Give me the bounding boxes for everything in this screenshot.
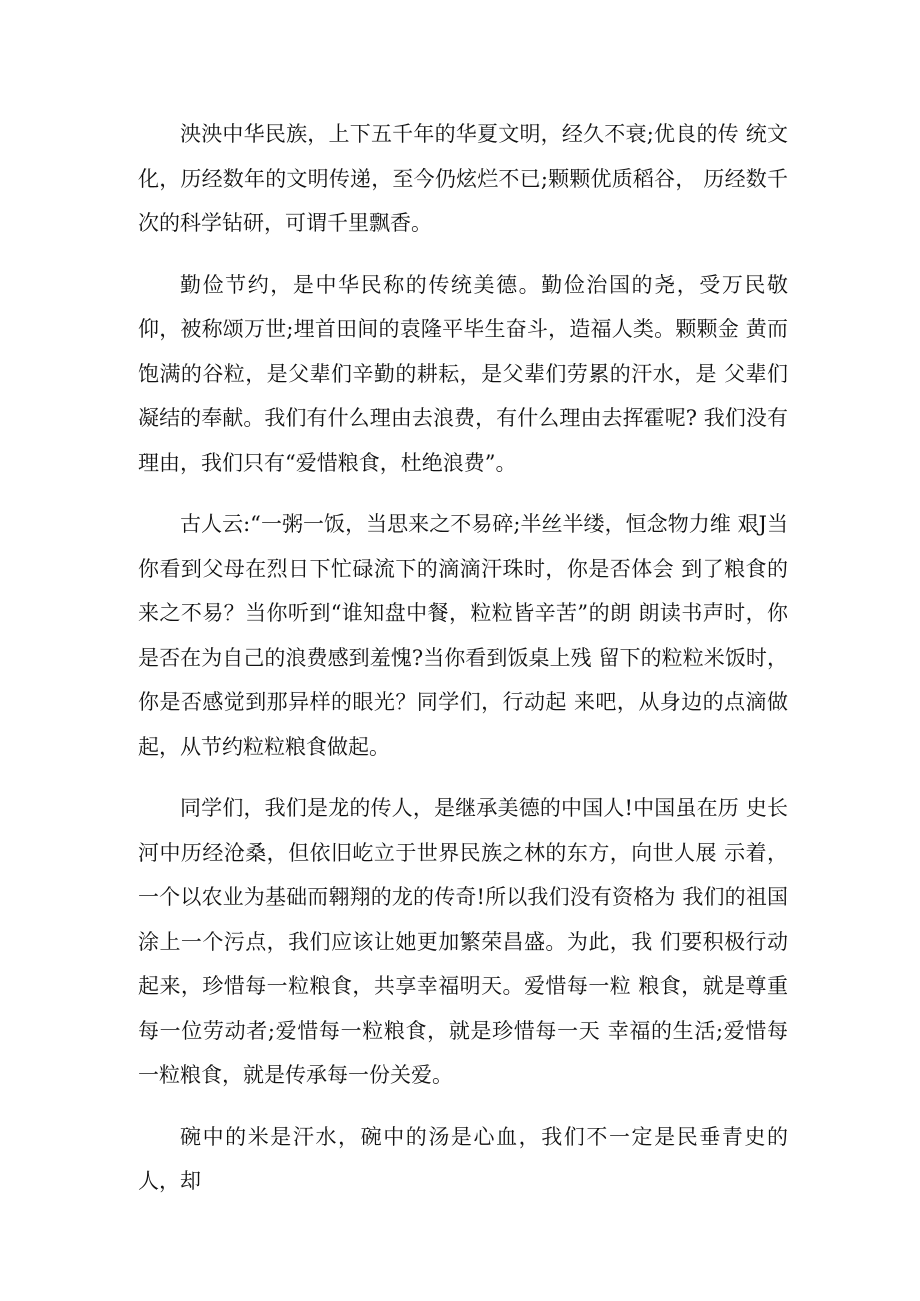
paragraph-4: 同学们，我们是龙的传人，是继承美德的中国人!中国虽在历 史长河中历经沧桑，但依旧屹立于世界民族之林的东方，向世人展 示着，一个以农业为基础而翱翔的龙的传奇!所以我们没有资格为 我们的祖国涂上一个污点，我们应该让她更加繁荣昌盛。为此，我 们要积极行动起来，珍惜每一粒粮食，共享幸福明天。爱惜每一粒 粮食，就是尊重每一位劳动者;爱惜每一粒粮食，就是珍惜每一天 幸福的生活;爱惜每一粒粮食，就是传承每一份关爱。 bbox=[138, 796, 788, 1087]
paragraph-1: 泱泱中华民族，上下五千年的华夏文明，经久不衰;优良的传 统文化，历经数年的文明传递，至今仍炫烂不已;颗颗优质稻谷， 历经数千次的科学钻研，可谓千里飘香。 bbox=[138, 122, 788, 235]
document-body bbox=[138, 112, 788, 1221]
paragraph-3: 古人云:“一粥一饭，当思来之不易碎;半丝半缕，恒念物力维 艰J当你看到父母在烈日下忙碌流下的滴滴汗珠时，你是否体会 到了粮食的来之不易？当你听到“谁知盘中餐，粒粒皆辛苦”的朗 朗读书声时，你是否在为自己的浪费感到羞愧?当你看到饭桌上残 留下的粒粒米饭时，你是否感觉到那异样的眼光？同学们，行动起 来吧，从身边的点滴做起，从节约粒粒粮食做起。 bbox=[138, 512, 788, 759]
paragraph-5: 碗中的米是汗水，碗中的汤是心血，我们不一定是民垂青史的 人，却 bbox=[138, 1124, 788, 1193]
paragraph-2: 勤俭节约，是中华民称的传统美德。勤俭治国的尧，受万民敬 仰，被称颂万世;埋首田间的袁隆平毕生奋斗，造福人类。颗颗金 黄而饱满的谷粒，是父辈们辛勤的耕耘，是父辈们劳累的汗水，是 父辈们凝结的奉献。我们有什么理由去浪费，有什么理由去挥霍呢? 我们没有理由，我们只有“爱惜粮食，杜绝浪费”。 bbox=[138, 272, 788, 475]
